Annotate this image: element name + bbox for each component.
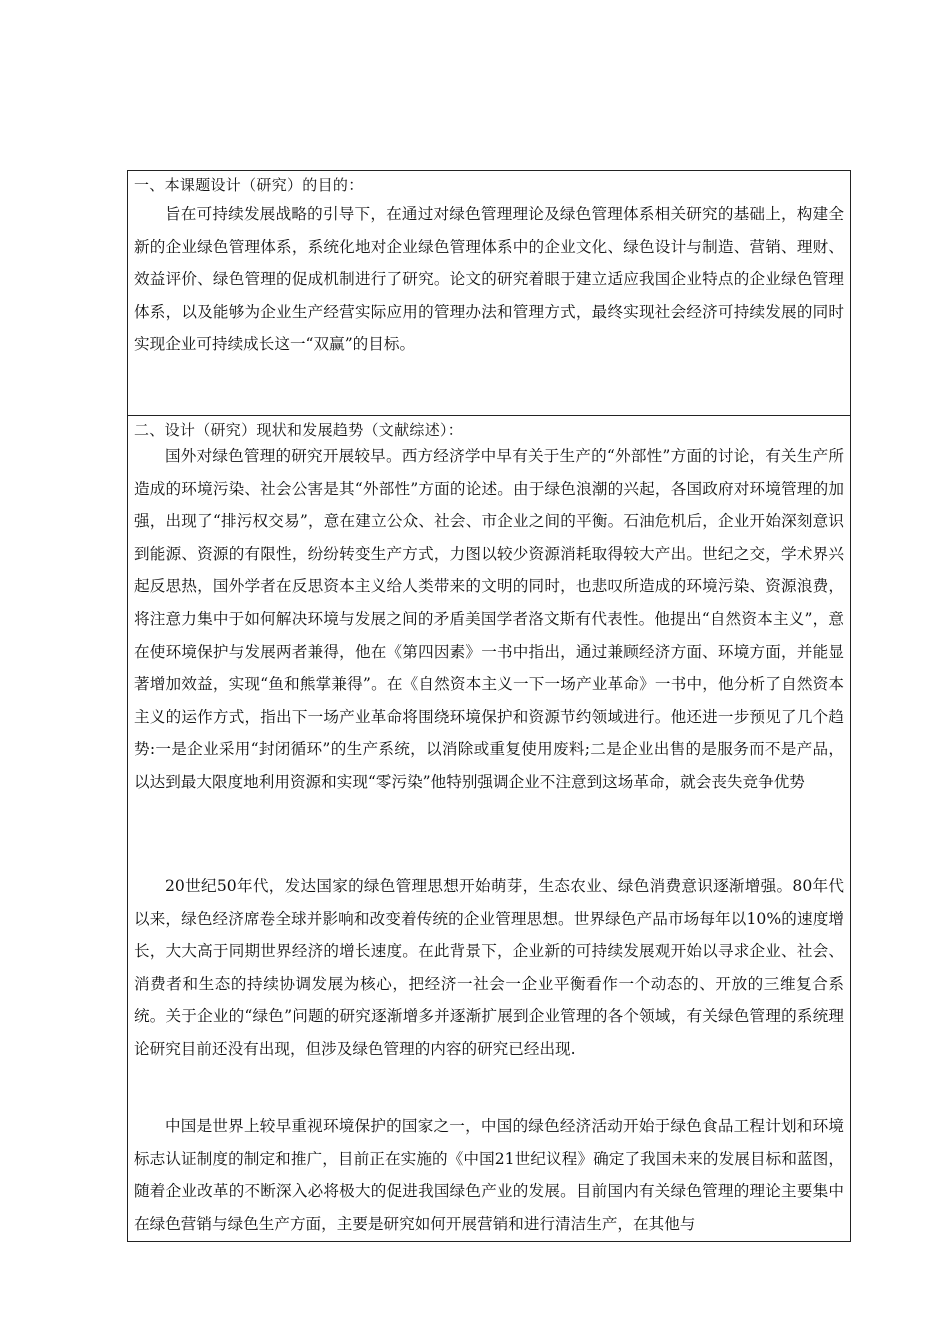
section-status-paragraph-3: 中国是世界上较早重视环境保护的国家之一，中国的绿色经济活动开始于绿色食品工程计划和环境标志认证制度的制定和推广，目前正在实施的《中国21世纪议程》确定了我国未来的发展目标和蓝图，随着企业改革的不断深入必将极大的促进我国绿色产业的发展。目前国内有关绿色管理的理论主要集中在绿色营销与绿色生产方面，主要是研究如何开展营销和进行清洁生产，在其他与	[134, 1117, 844, 1233]
section-purpose-heading: 一、本课题设计（研究）的目的：	[134, 176, 364, 194]
section-status-paragraph-2: 20世纪50年代，发达国家的绿色管理思想开始萌芽，生态农业、绿色消费意识逐渐增强。80年代以来，绿色经济席卷全球并影响和改变着传统的企业管理思想。世界绿色产品市场每年以10%的速度增长，大大高于同期世界经济的增长速度。在此背景下，企业新的可持续发展观开始以寻求企业、社会、消费者和生态的持续协调发展为核心，把经济一社会一企业平衡看作一个动态的、开放的三维复合系统。关于企业的“绿色”问题的研究逐渐增多并逐渐扩展到企业管理的各个领域，有关绿色管理的系统理论研究目前还没有出现，但涉及绿色管理的内容的研究已经出现.	[134, 877, 844, 1058]
section-purpose-cell	[127, 170, 851, 416]
section-purpose-paragraph: 旨在可持续发展战略的引导下，在通过对绿色管理理论及绿色管理体系相关研究的基础上，构建全新的企业绿色管理体系，系统化地对企业绿色管理体系中的企业文化、绿色设计与制造、营销、理财、效益评价、绿色管理的促成机制进行了研究。论文的研究着眼于建立适应我国企业特点的企业绿色管理体系，以及能够为企业生产经营实际应用的管理办法和管理方式，最终实现社会经济可持续发展的同时实现企业可持续成长这一“双赢”的目标。	[134, 205, 844, 354]
section-status-cell	[127, 415, 851, 1242]
section-status-paragraph-1: 国外对绿色管理的研究开展较早。西方经济学中早有关于生产的“外部性”方面的讨论，有关生产所造成的环境污染、社会公害是其“外部性”方面的论述。由于绿色浪潮的兴起，各国政府对环境管理的加强，出现了“排污权交易”，意在建立公众、社会、市企业之间的平衡。石油危机后，企业开始深刻意识到能源、资源的有限性，纷纷转变生产方式，力图以较少资源消耗取得较大产出。世纪之交，学术界兴起反思热，国外学者在反思资本主义给人类带来的文明的同时，也悲叹所造成的环境污染、资源浪费，将注意力集中于如何解决环境与发展之间的矛盾美国学者洛文斯有代表性。他提出“自然资本主义”，意在使环境保护与发展两者兼得，他在《第四因素》一书中指出，通过兼顾经济方面、环境方面，并能显著增加效益，实现“鱼和熊掌兼得”。在《自然资本主义一下一场产业革命》一书中，他分析了自然资本主义的运作方式，指出下一场产业革命将围绕环境保护和资源节约领域进行。他还进一步预见了几个趋势:一是企业采用“封闭循环”的生产系统，以消除或重复使用废料;二是企业出售的是服务而不是产品，以达到最大限度地利用资源和实现“零污染”他特别强调企业不注意到这场革命，就会丧失竞争优势	[134, 447, 844, 791]
section-status-heading: 二、设计（研究）现状和发展趋势（文献综述）：	[134, 421, 464, 439]
